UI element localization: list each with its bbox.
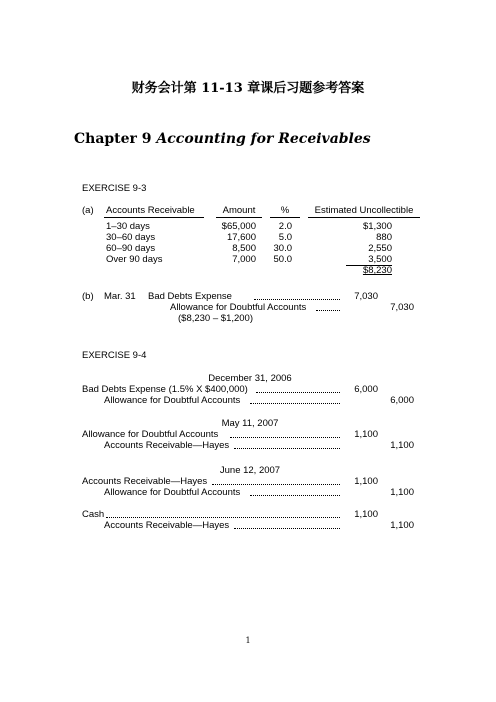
part-b-label: (b) [82, 291, 94, 302]
credit-amount: 7,030 [390, 302, 414, 313]
row-estimate: 2,550 [368, 243, 392, 254]
row-percent: 50.0 [273, 254, 292, 265]
header-estimated-uncollectible: Estimated Uncollectible [314, 205, 414, 216]
credit-amount: 6,000 [390, 395, 414, 406]
debit-account: Bad Debts Expense (1.5% X $400,000) [82, 384, 248, 395]
debit-amount: 7,030 [354, 291, 378, 302]
part-a-label: (a) [82, 205, 94, 216]
row-percent: 5.0 [278, 232, 292, 243]
header-underline [308, 217, 420, 218]
header-underline [216, 217, 262, 218]
debit-amount: 6,000 [354, 384, 378, 395]
header-accounts-receivable: Accounts Receivable [106, 205, 195, 216]
row-estimate: 3,500 [368, 254, 392, 265]
dot-leader [234, 448, 340, 449]
page-number: 1 [245, 636, 251, 645]
chapter-number: Chapter 9 [74, 131, 152, 147]
credit-account: Allowance for Doubtful Accounts [104, 395, 241, 406]
credit-amount: 1,100 [390, 520, 414, 531]
dot-leader [250, 403, 340, 404]
row-category: 1–30 days [106, 221, 150, 232]
row-percent: 30.0 [273, 243, 292, 254]
debit-account: Bad Debts Expense [148, 291, 232, 302]
credit-account: Accounts Receivable—Hayes [104, 520, 230, 531]
exercise-9-3-heading: EXERCISE 9-3 [82, 183, 147, 194]
chapter-heading [74, 131, 371, 147]
row-amount: 17,600 [226, 232, 256, 243]
entry-date: December 31, 2006 [208, 373, 292, 384]
row-estimate: $1,300 [362, 221, 392, 232]
calculation-note: ($8,230 – $1,200) [178, 313, 254, 324]
entry-date: Mar. 31 [104, 291, 136, 302]
dot-leader [250, 495, 340, 496]
credit-account: Allowance for Doubtful Accounts [104, 487, 241, 498]
row-amount: 7,000 [232, 254, 256, 265]
header-amount: Amount [222, 205, 256, 216]
row-estimate: 880 [376, 232, 392, 243]
row-amount: 8,500 [232, 243, 256, 254]
dot-leader [254, 299, 340, 300]
entry-date: June 12, 2007 [219, 465, 281, 476]
estimate-total: $8,230 [362, 265, 392, 276]
chapter-name: Accounting for Receivables [156, 131, 371, 147]
entry-date: May 11, 2007 [221, 418, 279, 429]
debit-amount: 1,100 [354, 509, 378, 520]
dot-leader [230, 437, 340, 438]
row-category: 30–60 days [106, 232, 156, 243]
dot-leader [256, 392, 340, 393]
credit-amount: 1,100 [390, 440, 414, 451]
debit-amount: 1,100 [354, 476, 378, 487]
header-underline [270, 217, 300, 218]
debit-account: Accounts Receivable—Hayes [82, 476, 208, 487]
credit-account: Accounts Receivable—Hayes [104, 440, 230, 451]
credit-account: Allowance for Doubtful Accounts [170, 302, 307, 313]
dot-leader [316, 310, 340, 311]
row-category: Over 90 days [106, 254, 163, 265]
header-underline [104, 217, 204, 218]
debit-account: Allowance for Doubtful Accounts [82, 429, 219, 440]
dot-leader [212, 484, 340, 485]
row-amount: $65,000 [221, 221, 256, 232]
exercise-9-4-heading: EXERCISE 9-4 [82, 350, 147, 361]
dot-leader [106, 517, 340, 518]
dot-leader [234, 528, 340, 529]
header-percent: % [280, 205, 290, 216]
credit-amount: 1,100 [390, 487, 414, 498]
document-title: 财务会计第 11-13 章课后习题参考答案 [131, 81, 365, 96]
debit-amount: 1,100 [354, 429, 378, 440]
debit-account: Cash [82, 509, 105, 520]
row-percent: 2.0 [278, 221, 292, 232]
row-category: 60–90 days [106, 243, 156, 254]
